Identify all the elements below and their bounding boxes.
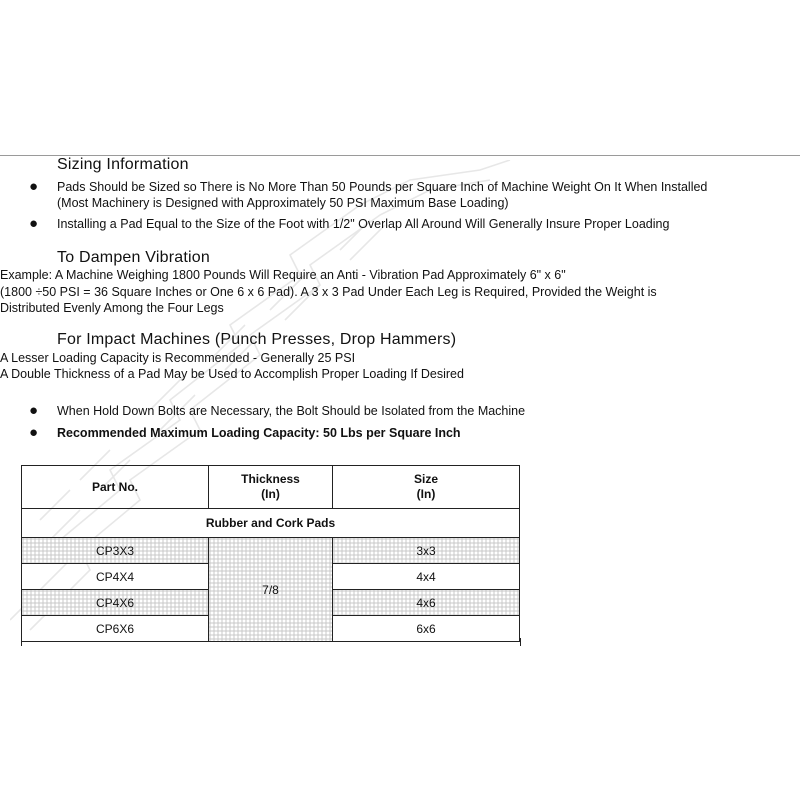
cell-size: 6x6 [333, 616, 520, 642]
cell-part: CP4X4 [22, 564, 209, 590]
sizing-bullet-1-line-1: Pads Should be Sized so There is No More Than 50 Pounds per Square Inch of Machine Weight On It When Installed [57, 180, 708, 194]
cell-size: 4x4 [333, 564, 520, 590]
sizing-bullet-1-line-2: (Most Machinery is Designed with Approximately 50 PSI Maximum Base Loading) [57, 196, 509, 210]
header-thickness-unit: (In) [261, 487, 280, 501]
header-part-no: Part No. [22, 466, 209, 509]
bullet-dot-icon: ● [29, 215, 39, 232]
max-loading-note: Recommended Maximum Loading Capacity: 50 Lbs per Square Inch [57, 426, 461, 440]
table-row [22, 538, 520, 564]
bolt-note: When Hold Down Bolts are Necessary, the Bolt Should be Isolated from the Machine [57, 404, 526, 418]
sizing-bullet-2: Installing a Pad Equal to the Size of the Foot with 1/2" Overlap All Around Will Generally Insure Proper Loading [57, 217, 670, 231]
cell-thickness: 7/8 [209, 538, 333, 642]
cell-part: CP4X6 [22, 590, 209, 616]
cell-size: 3x3 [333, 538, 520, 564]
dampen-line-2: (1800 ÷50 PSI = 36 Square Inches or One 6 x 6 Pad). A 3 x 3 Pad Under Each Leg is Required, Provided the Weight is [0, 285, 657, 299]
sizing-heading: Sizing Information [57, 156, 189, 173]
bullet-dot-icon: ● [29, 402, 39, 419]
dampen-heading: To Dampen Vibration [57, 249, 210, 266]
header-size-unit: (In) [416, 487, 436, 501]
cell-size: 4x6 [333, 590, 520, 616]
impact-heading: For Impact Machines (Punch Presses, Drop Hammers) [57, 331, 457, 348]
impact-line-2: A Double Thickness of a Pad May be Used to Accomplish Proper Loading If Desired [0, 367, 464, 381]
pad-spec-table [21, 465, 520, 642]
table-continuation [21, 638, 521, 646]
bullet-dot-icon: ● [29, 424, 39, 441]
impact-line-1: A Lesser Loading Capacity is Recommended - Generally 25 PSI [0, 351, 356, 365]
table-header-row [22, 466, 520, 509]
header-thickness: Thickness (In) [209, 466, 333, 509]
bullet-dot-icon: ● [29, 178, 39, 195]
group-label: Rubber and Cork Pads [22, 509, 520, 538]
header-size: Size (In) [333, 466, 520, 509]
dampen-line-1: Example: A Machine Weighing 1800 Pounds Will Require an Anti - Vibration Pad Approximately 6" x 6" [0, 268, 566, 282]
cell-part: CP6X6 [22, 616, 209, 642]
table-group-row [22, 509, 520, 538]
cell-part: CP3X3 [22, 538, 209, 564]
dampen-line-3: Distributed Evenly Among the Four Legs [0, 301, 224, 315]
